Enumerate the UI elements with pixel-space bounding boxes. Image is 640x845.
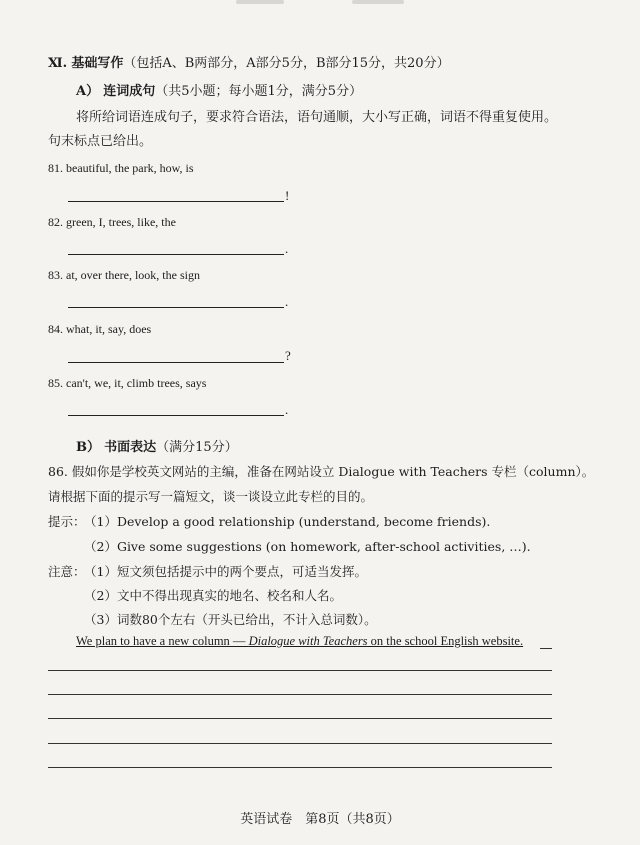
writing-line-5[interactable] [48, 767, 552, 768]
note-2: （2）文中不得出现真实的地名、校名和人名。 [84, 588, 342, 603]
question-84-answer-line[interactable] [68, 361, 284, 363]
question-86-line-1: 86. 假如你是学校英文网站的主编，准备在网站设立 Dialogue with Teachers 专栏（column）。 [48, 464, 595, 479]
opening-line-extension [540, 648, 552, 649]
part-b-header [76, 436, 238, 455]
question-82-prompt: 82. green, I, trees, like, the [48, 215, 176, 229]
question-85-end-punct: . [285, 402, 289, 417]
part-b-title: 书面表达 [104, 440, 157, 455]
writing-line-3[interactable] [48, 718, 552, 719]
question-83-end-punct: . [285, 294, 289, 309]
question-82-answer-line[interactable] [68, 253, 284, 255]
question-85-prompt: 85. can't, we, it, climb trees, says [48, 376, 207, 390]
section-header [48, 52, 450, 71]
hint-1: （1）Develop a good relationship (understand, become friends). [84, 514, 491, 529]
part-a-instruction-1: 将所给词语连成句子，要求符合语法，语句通顺，大小写正确，词语不得重复使用。 [76, 110, 558, 125]
opening-text-end: on the school English website. [367, 634, 524, 648]
part-a-instruction-2: 句末标点已给出。 [48, 134, 153, 149]
note-1: （1）短文须包括提示中的两个要点，可适当发挥。 [84, 564, 367, 579]
part-b-note: （满分15分） [156, 440, 238, 455]
part-b-label: B） [76, 440, 100, 455]
section-number: Ⅺ. [48, 56, 68, 71]
page-footer: 英语试卷 第8页（共8页） [240, 812, 400, 827]
writing-line-1[interactable] [48, 670, 552, 671]
question-81-answer-line[interactable] [68, 200, 284, 202]
hints-label: 提示： [48, 514, 86, 529]
question-83-answer-line[interactable] [68, 306, 284, 308]
section-note: （包括A、B两部分，A部分5分，B部分15分，共20分） [123, 56, 450, 71]
opening-column-name: Dialogue with Teachers [248, 634, 368, 648]
note-3: （3）词数80个左右（开头已给出，不计入总词数）。 [84, 612, 377, 627]
part-a-title: 连词成句 [103, 84, 156, 99]
question-82-end-punct: . [285, 241, 289, 256]
section-title: 基础写作 [71, 56, 124, 71]
top-smudge-right [352, 0, 404, 4]
part-a-header [76, 80, 362, 99]
question-84-end-punct: ? [285, 348, 291, 363]
part-a-label: A） [76, 84, 100, 99]
writing-line-2[interactable] [48, 694, 552, 695]
essay-opening-sentence [76, 634, 523, 649]
hint-2: （2）Give some suggestions (on homework, after-school activities, …). [84, 539, 531, 554]
opening-text-start: We plan to have a new column — [76, 634, 249, 648]
question-81-end-punct: ! [285, 188, 290, 203]
question-83-prompt: 83. at, over there, look, the sign [48, 268, 200, 282]
writing-line-4[interactable] [48, 743, 552, 744]
top-smudge-left [236, 0, 284, 4]
notes-label: 注意： [48, 564, 86, 579]
question-86-line-2: 请根据下面的提示写一篇短文，谈一谈设立此专栏的目的。 [48, 489, 374, 504]
question-84-prompt: 84. what, it, say, does [48, 322, 152, 336]
question-85-answer-line[interactable] [68, 414, 284, 416]
question-81-prompt: 81. beautiful, the park, how, is [48, 161, 194, 175]
part-a-note: （共5小题；每小题1分，满分5分） [155, 84, 363, 99]
